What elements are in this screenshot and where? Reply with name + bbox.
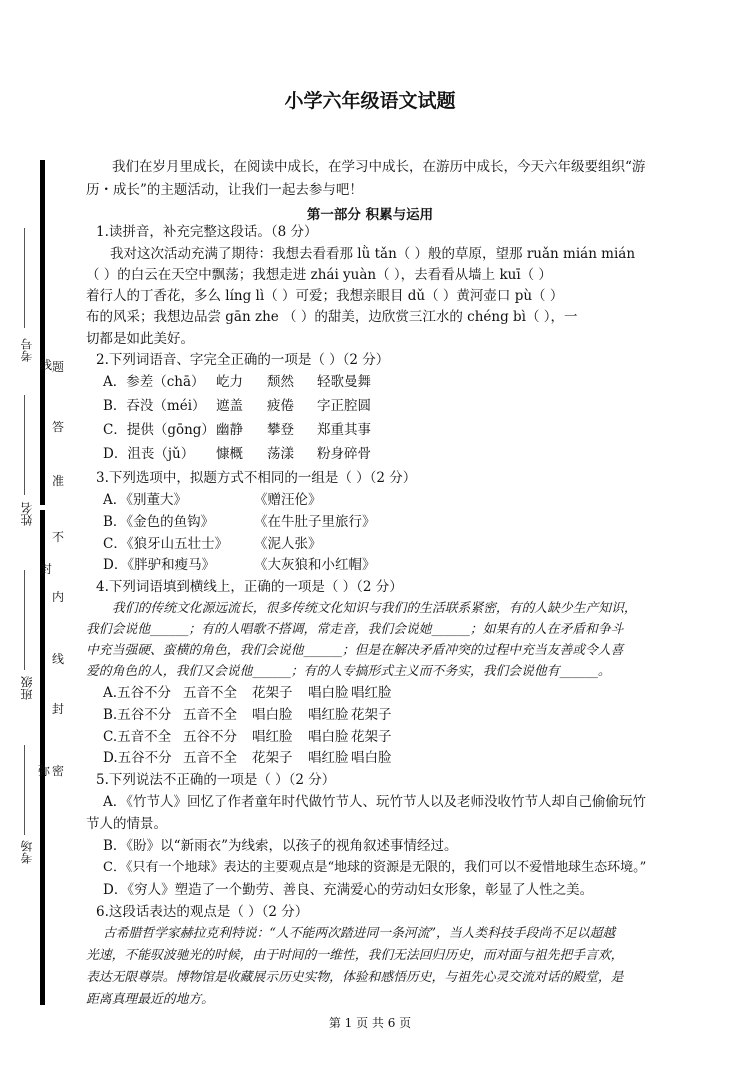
question-4-option (103, 749, 392, 767)
question-2-option (103, 421, 371, 439)
option-word: 五音不全 (183, 750, 237, 766)
page-footer: 第 1 页 共 6 页 (328, 1016, 412, 1030)
seal-char-nei: 内 (52, 590, 65, 604)
option-word: 唱白脸 (252, 707, 293, 723)
seal-char-xian: 线 (52, 652, 65, 666)
option-word: 花架子 (252, 685, 293, 701)
seal-char-mi2: 弥 (38, 764, 51, 778)
option-word: 五音不全 (183, 685, 237, 701)
question-4-stem: 4.下列词语填到横线上，正确的一项是（ ）（2 分） (96, 579, 403, 595)
option-word: A.五谷不分 (103, 685, 172, 701)
option-word: 颓然 (267, 374, 294, 390)
option-text: 《赠汪伦》 (254, 492, 322, 508)
option-word: 花架子 (351, 707, 392, 723)
question-5-line: B．《盼》以“新雨衣”为线索，以孩子的视角叙述事情经过。 (103, 838, 458, 854)
question-1-line: 着行人的丁香花，多么 líng lì（ ）可爱；我想亲眼目 dǔ（ ）黄河壶口 pù（ ） (86, 288, 564, 304)
question-1-stem: 1.读拼音，补充完整这段话。（8 分） (96, 224, 318, 240)
question-3-option (103, 491, 322, 509)
seal-char-zhun: 准 (52, 474, 65, 488)
option-word: 五音不全 (183, 707, 237, 723)
question-5-line: 节人的情景。 (86, 816, 167, 832)
option-word: 花架子 (351, 729, 392, 745)
question-6-stem: 6.这段话表达的观点是（ ）（2 分） (96, 904, 309, 920)
option-word: 唱红脸 (308, 750, 349, 766)
option-word: 五谷不分 (183, 729, 237, 745)
question-2-option (103, 373, 371, 391)
seal-char-ti: 题 (52, 360, 65, 374)
question-6-passage-line: 古希腊哲学家赫拉克利特说：“人不能两次踏进同一条河流”，当人类科技手段尚不足以超越 (103, 926, 616, 941)
option-text: B．《金色的鱼钩》 (103, 514, 215, 530)
question-5-line: D．《穷人》塑造了一个勤劳、善良、充满爱心的劳动妇女形象，彰显了人性之美。 (103, 882, 594, 898)
seal-char-bu: 不 (52, 530, 65, 544)
exam-room-label: 考场 (20, 840, 34, 864)
option-text: 《在牛肚子里旅行》 (254, 514, 376, 530)
question-5-line: C．《只有一个地球》表达的主要观点是“地球的资源是无限的，我们可以不爱惜地球生态环境。” (103, 860, 647, 875)
question-5-line: A．《竹节人》回忆了作者童年时代做竹节人、玩竹节人以及老师没收竹节人却自己偷偷玩竹 (103, 794, 646, 810)
option-word: 荡漾 (267, 446, 294, 462)
option-word: 唱红脸 (351, 685, 392, 701)
question-4-option (103, 684, 392, 702)
question-1-line: 切都是如此美好。 (86, 331, 194, 347)
question-2-option (103, 445, 371, 463)
question-4-passage-line: 我们的传统文化源远流长，很多传统文化知识与我们的生活联系紧密，有的人缺少生产知识， (112, 601, 637, 616)
question-1-line: 我对这次活动充满了期待：我想去看看那 lǜ tǎn（ ）般的草原，望那 ruǎn mián mián (110, 246, 636, 262)
option-word: 唱红脸 (252, 729, 293, 745)
option-text: D．《胖驴和瘦马》 (103, 557, 216, 573)
exam-number-label: 考号 (20, 338, 34, 362)
seal-char-feng-2: 封 (40, 562, 53, 576)
option-text: C．《狼牙山五壮士》 (103, 536, 229, 552)
question-4-passage-line: 爱的角色的人，我们又会说他______；有的人专搞形式主义而不务实，我们会说他有______。 (86, 664, 611, 679)
page-title: 小学六年级语文试题 (284, 90, 456, 112)
option-word: D.五谷不分 (103, 750, 172, 766)
option-text: D．沮丧（jǔ） (103, 446, 195, 462)
option-text: B．吞没（méi） (103, 398, 206, 414)
option-word: 攀登 (267, 422, 294, 438)
question-3-option (103, 535, 322, 553)
option-text: A．参差（chā） (103, 374, 205, 390)
option-text: 《大灰狼和小红帽》 (254, 557, 376, 573)
seal-char-xian-2: 线 (40, 358, 53, 372)
section-title: 第一部分 积累与运用 (306, 207, 434, 223)
option-word: 遮盖 (216, 398, 243, 414)
option-word: 唱白脸 (351, 750, 392, 766)
class-label: 班级 (20, 676, 34, 700)
seal-char-mi: 密 (52, 764, 65, 778)
option-word: 屹力 (216, 374, 243, 390)
binding-bar-bottom (40, 510, 45, 1005)
intro-line: 历・成长”的主题活动，让我们一起去参与吧！ (86, 182, 363, 198)
option-word: 慷概 (216, 446, 243, 462)
option-word: 唱白脸 (308, 685, 349, 701)
option-text: A．《别董大》 (103, 492, 187, 508)
option-word: 字正腔圆 (317, 398, 371, 414)
option-word: 唱红脸 (308, 707, 349, 723)
question-4-passage-line: 我们会说他______；有的人唱歌不搭调，常走音，我们会说她______；如果有的人在矛盾和争斗 (86, 622, 624, 637)
question-2-stem: 2.下列词语音、字完全正确的一项是（ ）（2 分） (96, 352, 390, 368)
option-word: 粉身碎骨 (317, 446, 371, 462)
question-4-passage-line: 中充当强硬、蛮横的角色，我们会说他______；但是在解决矛盾冲突的过程中充当友善或令人喜 (86, 643, 624, 658)
question-4-option (103, 706, 392, 724)
question-5-stem: 5.下列说法不正确的一项是（ ）（2 分） (96, 772, 336, 788)
option-word: C.五音不全 (103, 729, 172, 745)
exam-room-line (24, 745, 25, 835)
option-word: 疲倦 (267, 398, 294, 414)
name-label: 姓名 (20, 502, 34, 526)
option-word: 轻歌曼舞 (317, 374, 371, 390)
question-6-passage-line: 光速，不能驭波驰光的时候，由于时间的一维性，我们无法回归历史，而对面与祖先把手言欢， (86, 948, 624, 963)
class-line (24, 570, 25, 670)
question-3-stem: 3.下列选项中，拟题方式不相同的一组是（ ）（2 分） (96, 470, 417, 486)
option-word: 花架子 (252, 750, 293, 766)
option-word: 幽静 (216, 422, 243, 438)
option-text: C．提供（gōng） (103, 422, 215, 438)
question-1-line: （ ）的白云在天空中飘荡；我想走进 zhái yuàn（ ），去看看从墙上 kuī（ ） (86, 267, 552, 283)
exam-number-line (24, 228, 25, 328)
question-6-passage-line: 表达无限尊崇。博物馆是收藏展示历史实物，体验和感悟历史，与祖先心灵交流对话的殿堂，是 (86, 970, 624, 985)
question-3-option (103, 556, 376, 574)
question-6-passage-line: 距离真理最近的地方。 (86, 992, 214, 1007)
seal-char-feng: 封 (52, 702, 65, 716)
question-2-option (103, 397, 371, 415)
intro-line: 我们在岁月里成长，在阅读中成长，在学习中成长，在游历中成长，今天六年级要组织“游 (112, 159, 646, 175)
question-3-option (103, 513, 376, 531)
name-line (24, 395, 25, 495)
option-text: 《泥人张》 (254, 536, 322, 552)
option-word: 郑重其事 (317, 422, 371, 438)
question-1-line: 布的风采；我想边品尝 gān zhe （ ）的甜美，边欣赏三江水的 chéng bì（ ），一 (86, 309, 578, 325)
seal-char-da: 答 (52, 420, 65, 434)
question-4-option (103, 728, 392, 746)
option-word: 唱白脸 (308, 729, 349, 745)
option-word: B.五谷不分 (103, 707, 172, 723)
